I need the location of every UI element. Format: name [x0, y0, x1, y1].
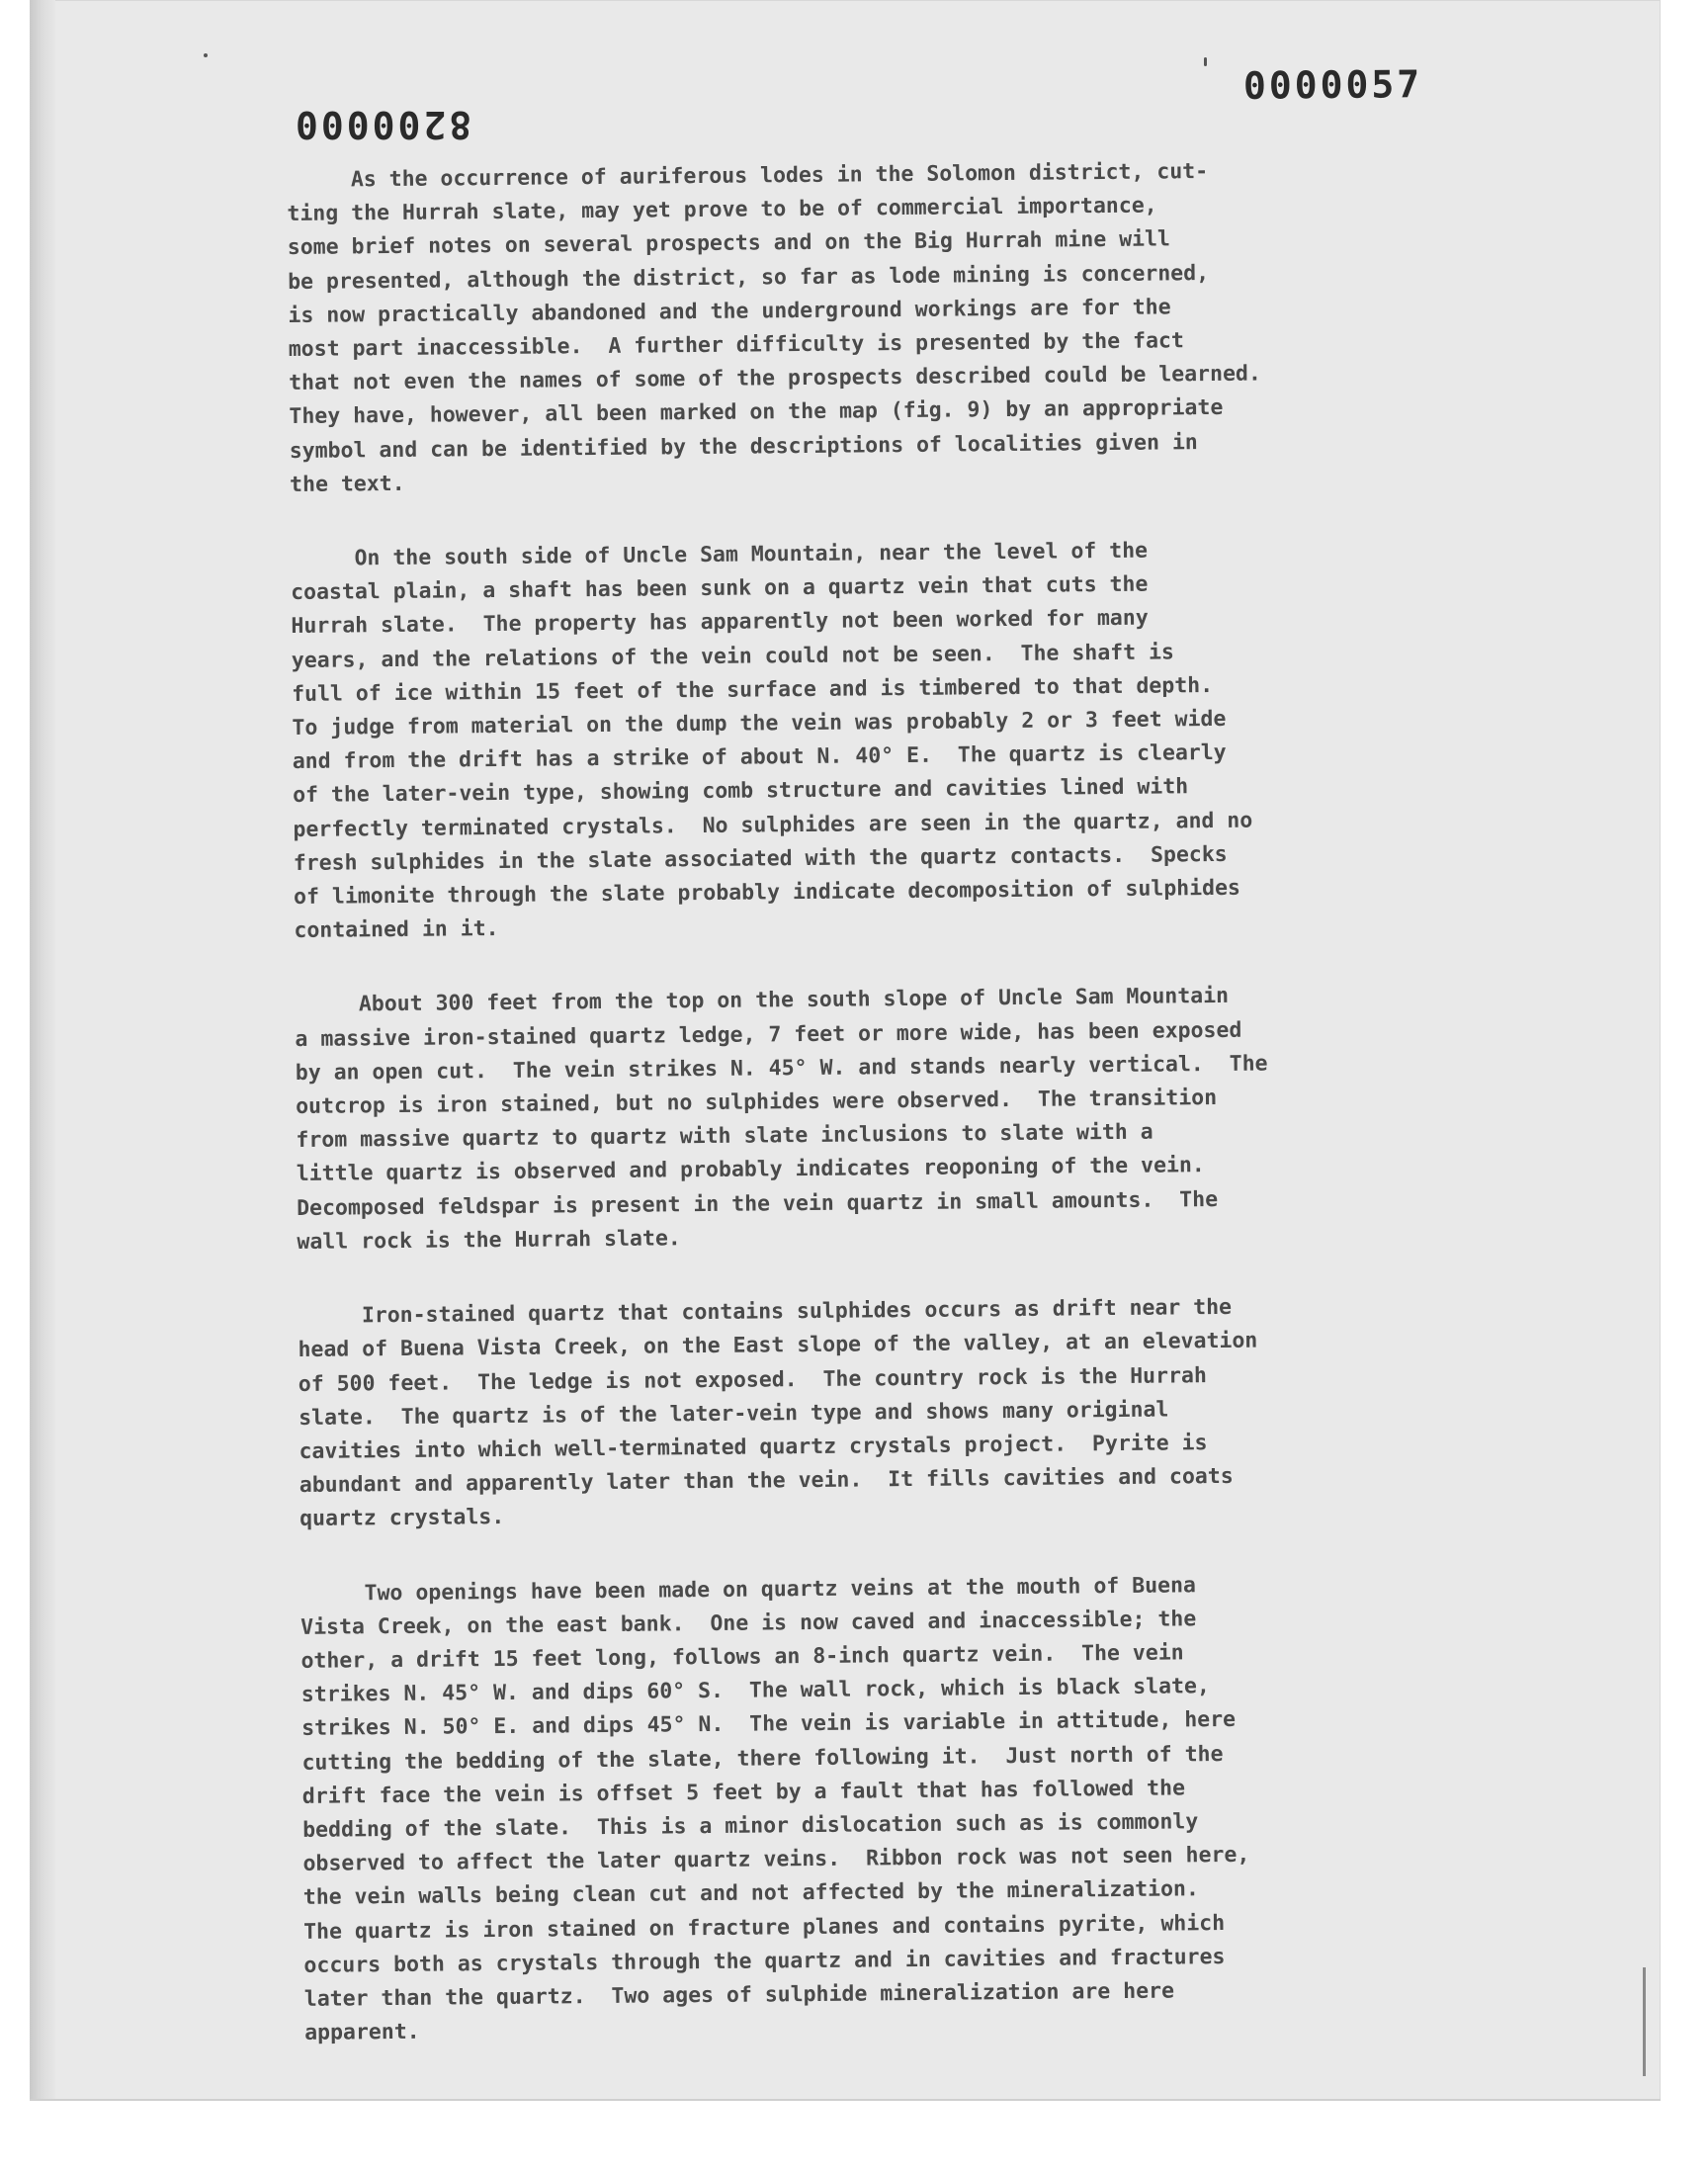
text-line: perfectly terminated crystals. No sulphides are seen in the quartz, and no	[293, 808, 1253, 842]
text-line: of 500 feet. The ledge is not exposed. The country rock is the Hurrah	[298, 1362, 1207, 1397]
text-line: strikes N. 50° E. and dips 45° N. The vein is variable in attitude, here	[301, 1707, 1237, 1742]
text-line: cavities into which well-terminated quartz crystals project. Pyrite is	[299, 1431, 1208, 1464]
text-line: of the later-vein type, showing comb structure and cavities lined with	[293, 774, 1189, 809]
text-line: ting the Hurrah slate, may yet prove to be of commercial importance,	[287, 193, 1157, 227]
text-line: from massive quartz to quartz with slate inclusions to slate with a	[296, 1119, 1153, 1154]
text-line: later than the quartz. Two ages of sulphide mineralization are here	[303, 1978, 1175, 2012]
text-line: full of ice within 15 feet of the surface and is timbered to that depth.	[292, 672, 1214, 707]
text-line: Two openings have been made on quartz veins at the mouth of Buena	[299, 1572, 1197, 1607]
text-line: To judge from material on the dump the vein was probably 2 or 3 feet wide	[292, 706, 1227, 741]
paragraph	[300, 1565, 1580, 2050]
text-line: They have, however, all been marked on the map (fig. 9) by an appropriate	[289, 395, 1224, 430]
scan-speck	[1204, 57, 1207, 66]
paragraph	[295, 977, 1573, 1260]
page-fold-mark	[1643, 1967, 1646, 2076]
text-line: coastal plain, a shaft has been sunk on a quartz vein that cuts the	[291, 571, 1149, 606]
text-line: and from the drift has a strike of about N. 40° E. The quartz is clearly	[292, 740, 1227, 775]
text-line: bedding of the slate. This is a minor dislocation such as is commonly	[302, 1809, 1199, 1843]
text-line: by an open cut. The vein strikes N. 45° W. and stands nearly vertical. The	[295, 1051, 1268, 1086]
text-line: cutting the bedding of the slate, there following it. Just north of the	[301, 1741, 1224, 1776]
paragraph	[287, 152, 1565, 502]
text-line: slate. The quartz is of the later-vein type and shows many original	[299, 1397, 1169, 1431]
page-number-stamp: 0000057	[1242, 62, 1423, 108]
text-line: Vista Creek, on the east bank. One is now caved and inaccessible; the	[300, 1606, 1197, 1640]
text-line: symbol and can be identified by the descriptions of localities given in	[289, 429, 1198, 464]
page-left-edge-shadow	[30, 0, 55, 2101]
text-line: the vein walls being clean cut and not affected by the mineralization.	[302, 1876, 1200, 1911]
text-line: be presented, although the district, so far as lode mining is concerned,	[288, 260, 1210, 295]
text-line: occurs both as crystals through the quartz and in cavities and fractures	[303, 1944, 1226, 1978]
page-bottom-edge	[30, 2099, 1661, 2101]
text-line: About 300 feet from the top on the south slope of Uncle Sam Mountain	[295, 984, 1230, 1018]
text-line: the text.	[289, 471, 405, 497]
scan-speck	[204, 53, 208, 57]
text-line: drift face the vein is offset 5 feet by a fault that has followed the	[301, 1776, 1186, 1809]
text-line: is now practically abandoned and the underground workings are for the	[288, 295, 1171, 328]
text-line: of limonite through the slate probably indicate decomposition of sulphides	[293, 875, 1241, 911]
text-line: outcrop is iron stained, but no sulphides were observed. The transition	[296, 1086, 1218, 1120]
text-line: On the south side of Uncle Sam Mountain, near the level of the	[290, 538, 1149, 572]
text-line: that not even the names of some of the prospects described could be learned.	[289, 361, 1261, 396]
text-line: apparent.	[304, 2019, 420, 2046]
text-line: head of Buena Vista Creek, on the East slope of the valley, at an elevation	[298, 1328, 1258, 1363]
text-line: some brief notes on several prospects and on the Big Hurrah mine will	[287, 226, 1171, 261]
body-text	[287, 152, 1580, 2092]
text-line: As the occurrence of auriferous lodes in the Solomon district, cut-	[287, 159, 1209, 193]
paragraph	[298, 1288, 1575, 1537]
text-line: observed to affect the later quartz veins. Ribbon rock was not seen here,	[302, 1842, 1250, 1877]
text-line: Hurrah slate. The property has apparently not been worked for many	[291, 606, 1149, 640]
text-line: fresh sulphides in the slate associated with the quartz contacts. Specks	[293, 841, 1228, 876]
text-line: years, and the relations of the vein could not be seen. The shaft is	[291, 640, 1175, 673]
text-line: The quartz is iron stained on fracture planes and contains pyrite, which	[303, 1910, 1226, 1945]
text-line: contained in it.	[294, 916, 499, 944]
text-line: wall rock is the Hurrah slate.	[297, 1226, 681, 1255]
text-line: other, a drift 15 feet long, follows an 8-inch quartz vein. The vein	[300, 1640, 1184, 1674]
text-line: Iron-stained quartz that contains sulphides occurs as drift near the	[298, 1294, 1233, 1330]
text-line: strikes N. 45° W. and dips 60° S. The wall rock, which is black slate,	[300, 1674, 1210, 1708]
inverted-page-number-stamp: 8200000	[293, 103, 472, 146]
text-line: quartz crystals.	[299, 1505, 505, 1532]
text-line: Decomposed feldspar is present in the vein quartz in small amounts. The	[297, 1186, 1219, 1221]
text-line: abundant and apparently later than the vein. It fills cavities and coats	[299, 1463, 1234, 1499]
text-line: little quartz is observed and probably indicates reoponing of the vein.	[296, 1153, 1205, 1187]
paragraph	[291, 531, 1570, 949]
text-line: a massive iron-stained quartz ledge, 7 feet or more wide, has been exposed	[295, 1017, 1242, 1052]
text-line: most part inaccessible. A further difficulty is presented by the fact	[288, 328, 1184, 363]
